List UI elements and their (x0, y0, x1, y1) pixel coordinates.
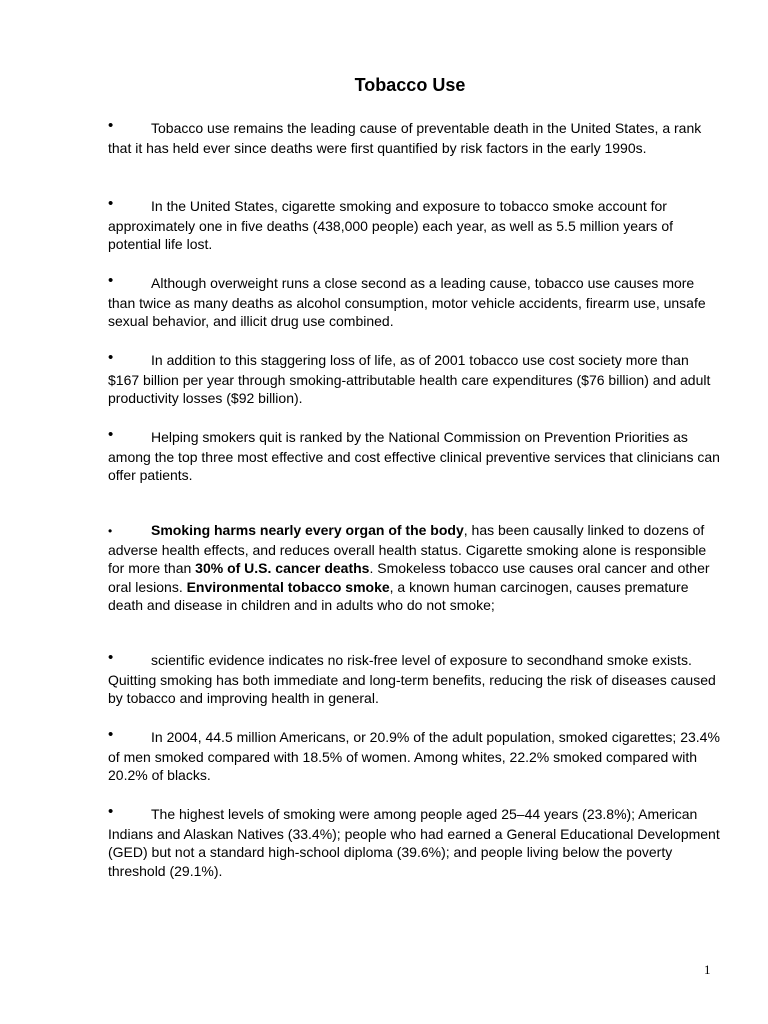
bullet-text: Helping smokers quit is ranked by the National Commission on Prevention Priorities as among the top three most effective and cost effective clinical preventive services that clinicians can offer patients. (108, 429, 720, 483)
bullet-icon: • (108, 803, 114, 820)
bullet-icon: • (108, 649, 114, 666)
bullet-bold-text: Environmental tobacco smoke (186, 578, 390, 595)
bullet-text: , a known human carcinogen, causes premature death and disease in children and in adults who do not smoke; (108, 578, 689, 613)
bullet-text: The highest levels of smoking were among people aged 25–44 years (23.8%); American Indians and Alaskan Natives (33.4%); people who had earned a General Educational Development (GED) but not a standard high-school diploma (39.6%); and people living below the poverty threshold (29.1%). (108, 806, 720, 879)
bullet-icon: • (108, 117, 114, 134)
bullet-item (108, 521, 720, 615)
page-title: Tobacco Use (354, 75, 466, 95)
bullet-icon: • (108, 195, 114, 212)
bullet-icon: • (108, 726, 114, 743)
bullet-item (108, 119, 720, 157)
bullet-text: In addition to this staggering loss of life, as of 2001 tobacco use cost society more than $167 billion per year through smoking-attributable health care expenditures ($76 billion) and adult productivity losses ($92 billion). (108, 352, 711, 406)
bullet-icon: • (108, 426, 114, 443)
bullet-item (108, 428, 720, 485)
bullet-item (108, 351, 720, 408)
bullet-icon: • (108, 272, 114, 289)
bullet-item (108, 274, 720, 331)
bullet-bold-text: Smoking harms nearly every organ of the body (151, 522, 464, 538)
bullet-item (108, 197, 720, 254)
bullet-text: Tobacco use remains the leading cause of preventable death in the United States, a rank that it has held ever since deaths were first quantified by risk factors in the early 1990s. (108, 120, 702, 156)
bullet-item (108, 728, 720, 785)
bullet-item (108, 805, 720, 880)
bullet-text: scientific evidence indicates no risk-free level of exposure to secondhand smoke exists. Quitting smoking has both immediate and long-term benefits, reducing the risk of diseases caused by tobacco and improving health in general. (108, 652, 716, 706)
bullet-text: . Smokeless tobacco use causes oral cancer and other oral lesions. (108, 560, 710, 595)
bullet-text: In the United States, cigarette smoking and exposure to tobacco smoke account for approximately one in five deaths (438,000 people) each year, as well as 5.5 million years of potential life lost. (108, 198, 673, 252)
bullet-icon: • (108, 524, 113, 538)
bullet-text: In 2004, 44.5 million Americans, or 20.9% of the adult population, smoked cigarettes; 23.4% of men smoked compared with 18.5% of women. Among whites, 22.2% smoked compared with 20.2% of blacks. (108, 729, 720, 783)
bullet-text: Although overweight runs a close second as a leading cause, tobacco use causes more than twice as many deaths as alcohol consumption, motor vehicle accidents, firearm use, unsafe sexual behavior, and illicit drug use combined. (108, 275, 706, 329)
bullet-text: , has been causally linked to dozens of adverse health effects, and reduces overall health status. Cigarette smoking alone is responsible for more than (108, 522, 707, 576)
page-number: 1 (704, 962, 711, 977)
bullet-bold-text: 30% of U.S. cancer deaths (195, 560, 370, 576)
bullet-icon: • (108, 349, 114, 366)
bullet-item (108, 651, 720, 708)
